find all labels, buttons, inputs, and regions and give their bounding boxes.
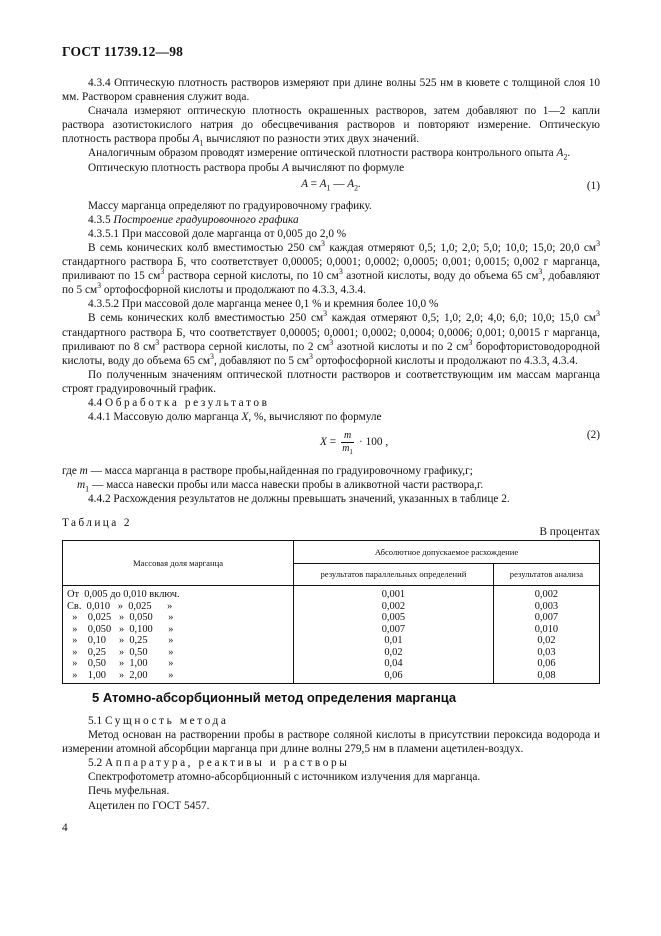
table-cell-analysis: 0,003 bbox=[493, 601, 599, 613]
paragraph-formula-intro: Оптическую плотность раствора пробы A вычисляют по формуле bbox=[88, 161, 405, 174]
paragraph-mass-graph: Массу марганца определяют по градуировочному графику. bbox=[88, 199, 372, 212]
standard-header: ГОСТ 11739.12—98 bbox=[62, 44, 184, 59]
table-cell-parallel: 0,007 bbox=[294, 624, 494, 636]
table-cell-analysis: 0,007 bbox=[493, 612, 599, 624]
column-header-mass-fraction: Массовая доля марганца bbox=[63, 541, 294, 586]
table-cell-range: » 0,025 » 0,050 » bbox=[63, 612, 294, 624]
legend-m1: $m_1$ — масса навески пробы или масса навески пробы в аликвотной части раствора,г. bbox=[77, 479, 484, 494]
paragraph-4-3-5-1: 4.3.5.1 При массовой доле марганца от 0,005 до 2,0 % bbox=[88, 227, 347, 240]
paragraph-4-4-1: 4.4.1 Массовую долю марганца X, %, вычисляют по формуле bbox=[88, 411, 382, 424]
subsection-5-1: 5.1 Сущность метода bbox=[88, 715, 229, 727]
table-cell-range: » 0,50 » 1,00 » bbox=[63, 658, 294, 670]
table-row bbox=[63, 647, 600, 659]
table-cell-parallel: 0,02 bbox=[294, 647, 494, 659]
table-cell-parallel: 0,001 bbox=[294, 586, 494, 601]
paragraph-4-3-4: 4.3.4 Оптическую плотность растворов измеряют при длине волны 525 нм в кювете с толщиной слоя 10 мм. Раствором сравнения служит вода. bbox=[62, 77, 600, 104]
table-cell-analysis: 0,03 bbox=[493, 647, 599, 659]
table-cell-analysis: 0,02 bbox=[493, 635, 599, 647]
table-cell-range: » 1,00 » 2,00 » bbox=[63, 670, 294, 684]
table-row bbox=[63, 635, 600, 647]
table-cell-analysis: 0,08 bbox=[493, 670, 599, 684]
equipment-spectrophotometer: Спектрофотометр атомно-абсорбционный с источником излучения для марганца. bbox=[88, 771, 481, 784]
page-number: 4 bbox=[62, 822, 68, 834]
equipment-furnace: Печь муфельная. bbox=[88, 785, 170, 798]
equation-number-1: (1) bbox=[586, 179, 600, 192]
table-cell-parallel: 0,04 bbox=[294, 658, 494, 670]
table-cell-analysis: 0,010 bbox=[493, 624, 599, 636]
paragraph-seven-flasks-1: В семь конических колб вместимостью 250 $см^3$ каждая отмеряют 0,5; 1,0; 2,0; 5,0; 10,0; 15,0; 20,0 $см^3$ стандартного раствора Б, что соответствует 0,00005; 0,0001; 0,0002; 0,0005; 0,001; 0,0015; 0,002 г марганца, приливают по 15 $см^3$ раствора серной кислоты, по 10 $см^3$ азотной кислоты, воду до объема 65 $см^3$, добавляют по 5 $см^3$ ортофосфорной кислоты и продолжают по 4.3.3, 4.3.4. bbox=[62, 239, 601, 297]
tolerance-table bbox=[62, 540, 600, 684]
fraction: $\frac{m}{m_1}$ bbox=[342, 430, 353, 457]
section-5-title: 5 Атомно-абсорбционный метод определения марганца bbox=[92, 690, 457, 705]
table-cell-parallel: 0,06 bbox=[294, 670, 494, 684]
table-row bbox=[63, 670, 600, 684]
table-cell-range: » 0,10 » 0,25 » bbox=[63, 635, 294, 647]
table-row bbox=[63, 601, 600, 613]
table-cell-parallel: 0,01 bbox=[294, 635, 494, 647]
table-cell-range: » 0,050 » 0,100 » bbox=[63, 624, 294, 636]
column-header-parallel: результатов параллельных определений bbox=[294, 563, 494, 586]
section-5-body bbox=[62, 714, 600, 813]
subsection-4-3-5: 4.3.5 Построение градуировочного графика bbox=[88, 213, 299, 226]
equipment-acetylene: Ацетилен по ГОСТ 5457. bbox=[88, 799, 210, 812]
subsection-4-4: 4.4 Обработка результатов bbox=[88, 396, 270, 409]
table-row bbox=[63, 586, 600, 601]
table-cell-parallel: 0,002 bbox=[294, 601, 494, 613]
paragraph-4-3-5-2: 4.3.5.2 При массовой доле марганца менее 0,1 % и кремния более 10,0 % bbox=[88, 298, 439, 311]
paragraph-seven-flasks-2: В семь конических колб вместимостью 250 $см^3$ каждая отмеряют 0,5; 1,0; 2,0; 4,0; 6,0; 10,0; 15,0 $см^3$ стандартного раствора Б, что соответствует 0,00005; 0,0001; 0,0002; 0,0004; 0,0006; 0,001; 0,0015 г марганца, приливают по 8 $см^3$ раствора серной кислоты, по 2 $см^3$ азотной кислоты и по 2 $см^3$ борофтористоводородной кислоты, воду до объема 65 $см^3$, добавляют по 5 $см^3$ ортофосфорной кислоты и продолжают по 4.3.3, 4.3.4. bbox=[62, 309, 601, 367]
paragraph-build-graph: По полученным значениям оптической плотности растворов и соответствующим им массам марганца строят градуировочный график. bbox=[62, 368, 600, 395]
table-caption: Таблица 2 bbox=[62, 517, 132, 529]
column-header-analysis: результатов анализа bbox=[493, 563, 599, 586]
paragraph-4-4-2: 4.4.2 Расхождения результатов не должны превышать значений, указанных в таблице 2. bbox=[88, 493, 510, 506]
table-cell-analysis: 0,06 bbox=[493, 658, 599, 670]
column-header-group: Абсолютное допускаемое расхождение bbox=[294, 541, 600, 564]
text-body bbox=[62, 76, 600, 506]
table-cell-range: » 0,25 » 0,50 » bbox=[63, 647, 294, 659]
paragraph-control-test: Аналогичным образом проводят измерение оптической плотности раствора контрольного опыта $A_2$. bbox=[88, 147, 571, 162]
formula-2: X = $\frac{m}{m_1}$ · 100 , (2) bbox=[320, 429, 600, 457]
table-cell-parallel: 0,005 bbox=[294, 612, 494, 624]
subsection-5-2: 5.2 Аппаратура, реактивы и растворы bbox=[88, 757, 350, 770]
table-cell-analysis: 0,002 bbox=[493, 586, 599, 601]
legend-m: где m — масса марганца в растворе пробы,найденная по градуировочному графику,г; bbox=[62, 465, 473, 478]
paragraph-measure-order: Сначала измеряют оптическую плотность окрашенных растворов, затем добавляют по 1—2 капли раствора азотистокислого натрия до обесцвечивания растворов и повторяют измерение. Оптическую плотность раствора пробы $A_1$ вычисляют по разности этих двух значений. bbox=[62, 105, 600, 148]
formula-1: $A = A_1$ — $A_2$. (1) bbox=[301, 177, 600, 192]
table-cell-range: От 0,005 до 0,010 включ. bbox=[63, 586, 294, 601]
table-row bbox=[63, 658, 600, 670]
equation-number-2: (2) bbox=[586, 429, 600, 442]
table-unit: В процентах bbox=[539, 526, 600, 538]
paragraph-method-essence: Метод основан на растворении пробы в растворе соляной кислоты в присутствии пероксида водорода и измерении атомной абсорбции марганца при длине волны 279,5 нм в пламени ацетилен-воздух. bbox=[62, 729, 600, 756]
table-cell-range: Св. 0,010 » 0,025 » bbox=[63, 601, 294, 613]
table-row bbox=[63, 624, 600, 636]
table-body bbox=[63, 586, 600, 684]
table-row bbox=[63, 612, 600, 624]
